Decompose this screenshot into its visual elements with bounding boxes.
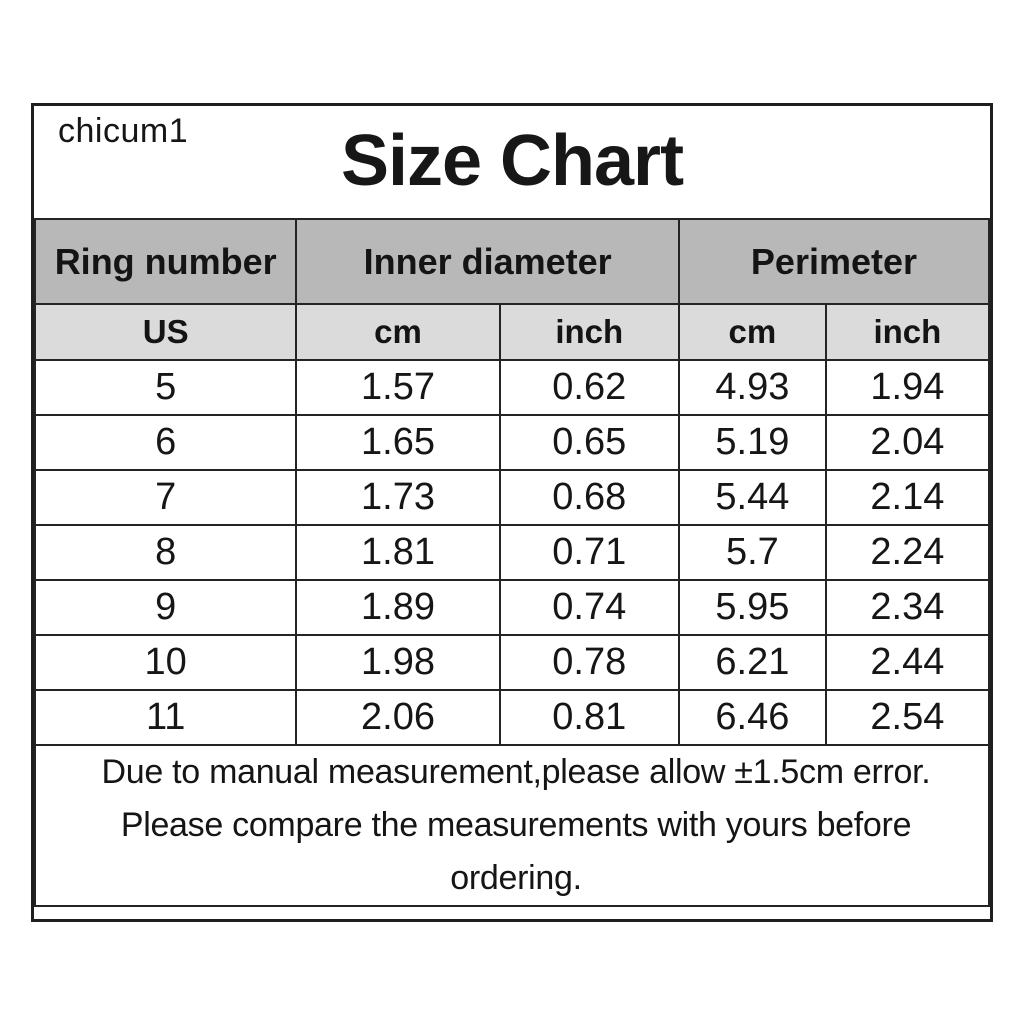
cell-id-inch: 0.74 (500, 580, 679, 635)
cell-us: 10 (35, 635, 296, 690)
cell-us: 9 (35, 580, 296, 635)
table-row (35, 470, 989, 525)
cell-p-cm: 6.46 (679, 690, 826, 745)
cell-id-inch: 0.71 (500, 525, 679, 580)
cell-p-inch: 2.04 (826, 415, 989, 470)
cell-p-cm: 5.7 (679, 525, 826, 580)
cell-p-cm: 4.93 (679, 360, 826, 415)
cell-p-cm: 5.44 (679, 470, 826, 525)
cell-id-inch: 0.78 (500, 635, 679, 690)
cell-p-inch: 2.34 (826, 580, 989, 635)
disclaimer-line: Due to manual measurement,please allow ±1.5cm error. (101, 753, 931, 791)
disclaimer-line: Please compare the measurements with yours before (120, 806, 912, 844)
page-title: Size Chart (340, 121, 684, 201)
cell-id-inch: 0.62 (500, 360, 679, 415)
table-row (35, 690, 989, 745)
col-group-ring-number: Ring number (35, 219, 296, 304)
col-group-inner-diameter: Inner diameter (296, 219, 679, 304)
cell-id-inch: 0.81 (500, 690, 679, 745)
table-row (35, 580, 989, 635)
cell-id-cm: 1.73 (296, 470, 499, 525)
cell-us: 5 (35, 360, 296, 415)
cell-p-inch: 2.24 (826, 525, 989, 580)
col-header-id-cm: cm (296, 304, 499, 360)
cell-id-cm: 1.98 (296, 635, 499, 690)
cell-p-inch: 1.94 (826, 360, 989, 415)
cell-p-inch: 2.44 (826, 635, 989, 690)
cell-us: 6 (35, 415, 296, 470)
table-footer-row (35, 745, 989, 906)
cell-p-cm: 5.19 (679, 415, 826, 470)
cell-id-cm: 2.06 (296, 690, 499, 745)
cell-id-cm: 1.65 (296, 415, 499, 470)
cell-id-cm: 1.89 (296, 580, 499, 635)
disclaimer-cell (35, 745, 989, 906)
title-area (34, 106, 990, 218)
table-row (35, 635, 989, 690)
table-unit-header-row (35, 304, 989, 360)
size-chart-sheet (31, 103, 993, 922)
cell-p-cm: 5.95 (679, 580, 826, 635)
watermark-text: chicum1 (58, 112, 189, 150)
cell-p-inch: 2.14 (826, 470, 989, 525)
col-header-id-inch: inch (500, 304, 679, 360)
cell-id-inch: 0.65 (500, 415, 679, 470)
table-group-header-row (35, 219, 989, 304)
table-row (35, 525, 989, 580)
cell-id-cm: 1.57 (296, 360, 499, 415)
cell-id-cm: 1.81 (296, 525, 499, 580)
table-row (35, 360, 989, 415)
cell-p-inch: 2.54 (826, 690, 989, 745)
col-header-p-cm: cm (679, 304, 826, 360)
col-header-us: US (35, 304, 296, 360)
col-group-perimeter: Perimeter (679, 219, 989, 304)
cell-us: 7 (35, 470, 296, 525)
col-header-p-inch: inch (826, 304, 989, 360)
table-row (35, 415, 989, 470)
cell-id-inch: 0.68 (500, 470, 679, 525)
cell-us: 8 (35, 525, 296, 580)
cell-p-cm: 6.21 (679, 635, 826, 690)
cell-us: 11 (35, 690, 296, 745)
disclaimer-line: ordering. (450, 859, 582, 897)
size-table (34, 218, 990, 907)
